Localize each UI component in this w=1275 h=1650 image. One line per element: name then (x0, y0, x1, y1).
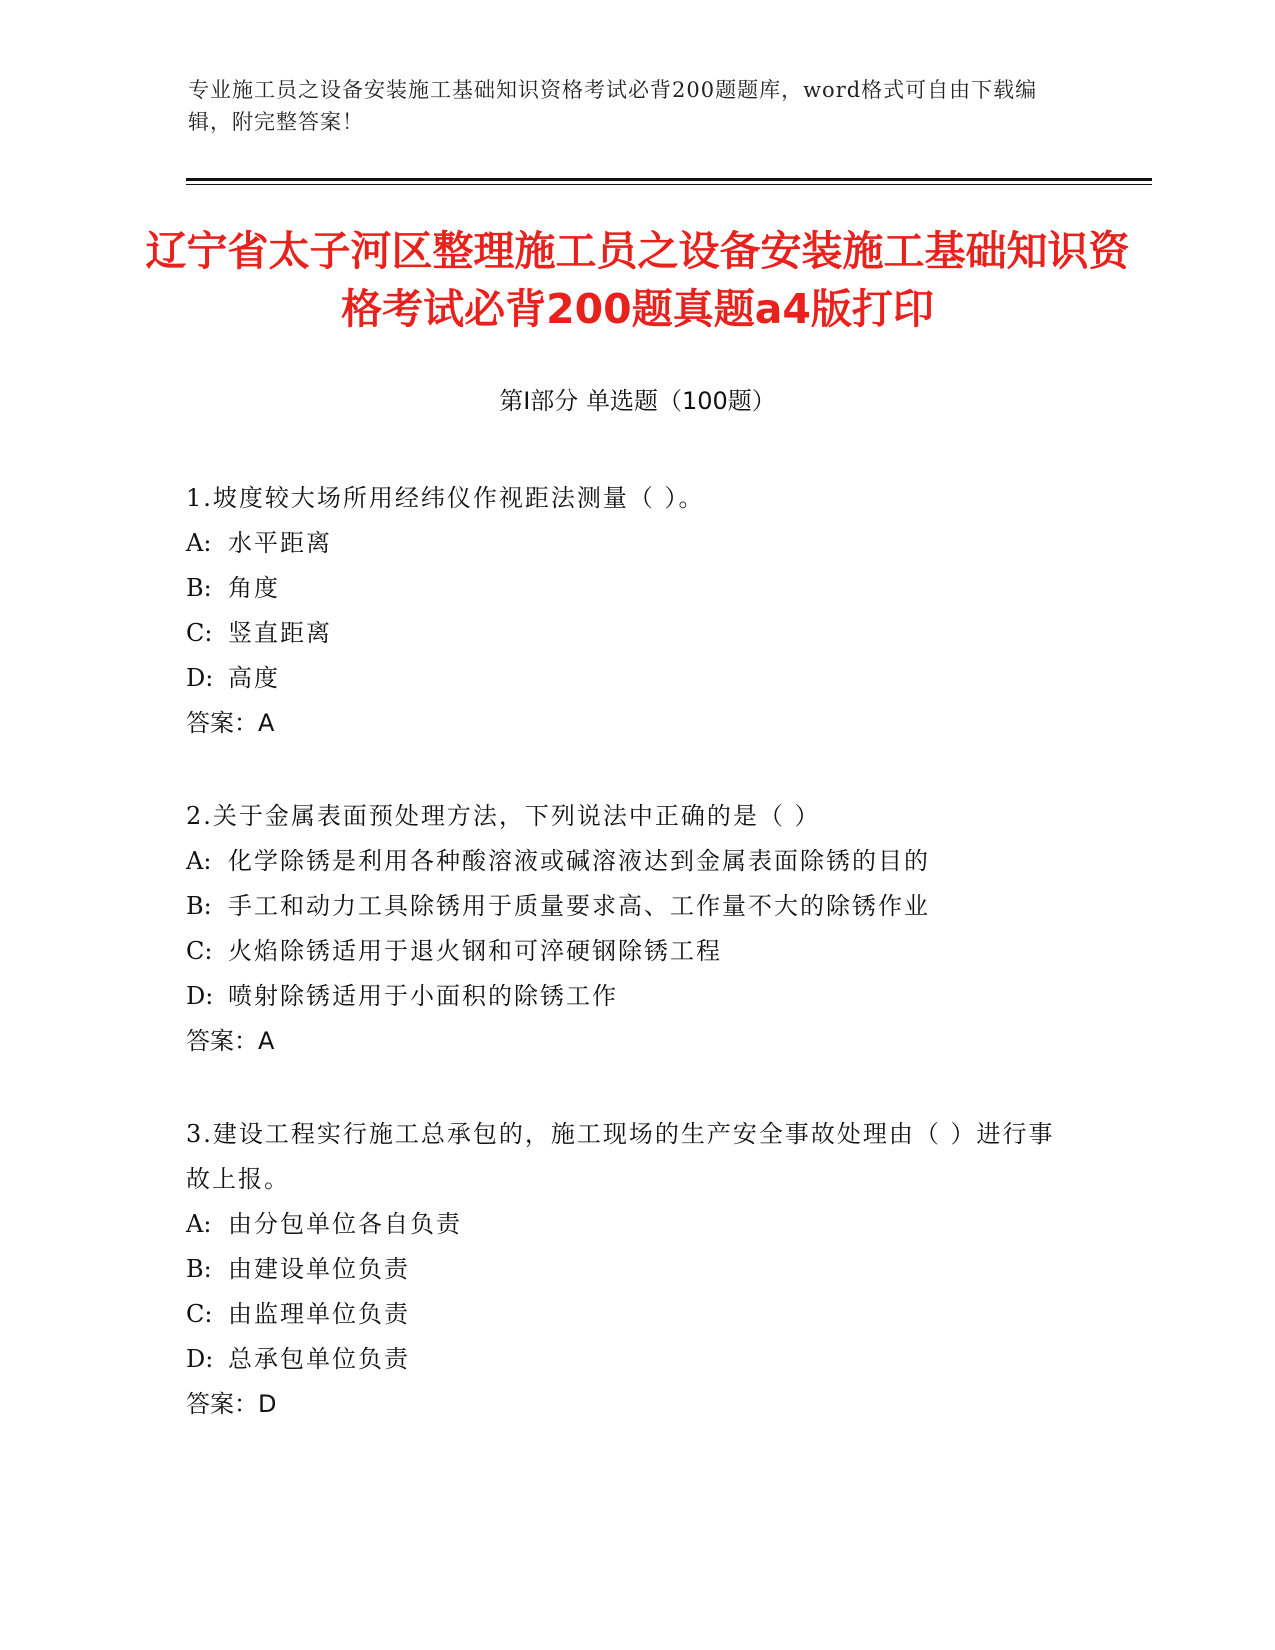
option-letter: A: (186, 847, 212, 875)
option-letter: C: (186, 619, 213, 647)
question-list (186, 476, 1066, 1475)
option-letter: B: (186, 892, 212, 920)
option-c (186, 611, 1066, 656)
option-b (186, 1247, 1066, 1292)
option-text: 由分包单位各自负责 (228, 1210, 462, 1238)
option-letter: B: (186, 1255, 212, 1283)
header-note: 专业施工员之设备安装施工基础知识资格考试必背200题题库，word格式可自由下载编辑，附完整答案！ (188, 78, 1038, 134)
question-stem: 2.关于金属表面预处理方法，下列说法中正确的是（ ） (186, 802, 821, 830)
option-text: 喷射除锈适用于小面积的除锈工作 (228, 982, 618, 1010)
option-text: 化学除锈是利用各种酸溶液或碱溶液达到金属表面除锈的目的 (228, 847, 930, 875)
option-d (186, 1337, 1066, 1382)
option-text: 火焰除锈适用于退火钢和可淬硬钢除锈工程 (228, 937, 722, 965)
option-c (186, 929, 1066, 974)
option-letter: D: (186, 982, 214, 1010)
question-3 (186, 1112, 1066, 1427)
answer-prefix: 答案： (186, 1027, 258, 1055)
section-heading: 第I部分 单选题（100题） (499, 387, 776, 415)
option-text: 手工和动力工具除锈用于质量要求高、工作量不大的除锈作业 (228, 892, 930, 920)
option-text: 角度 (228, 574, 280, 602)
question-stem: 1.坡度较大场所用经纬仪作视距法测量（ ）。 (186, 484, 705, 512)
answer-line (186, 1019, 1066, 1064)
option-letter: A: (186, 529, 212, 557)
answer-prefix: 答案： (186, 1390, 258, 1418)
option-letter: D: (186, 664, 214, 692)
document-title: 辽宁省太子河区整理施工员之设备安装施工基础知识资格考试必背200题真题a4版打印 (145, 227, 1130, 333)
question-1 (186, 476, 1066, 746)
option-b (186, 884, 1066, 929)
option-d (186, 974, 1066, 1019)
option-text: 竖直距离 (228, 619, 332, 647)
header-divider-thick (186, 178, 1152, 181)
answer-line (186, 701, 1066, 746)
option-a (186, 839, 1066, 884)
question-2 (186, 794, 1066, 1064)
option-text: 总承包单位负责 (228, 1345, 410, 1373)
option-b (186, 566, 1066, 611)
answer-value: A (258, 709, 275, 737)
option-letter: A: (186, 1210, 212, 1238)
answer-prefix: 答案： (186, 709, 258, 737)
header-divider-thin (186, 184, 1152, 185)
answer-line (186, 1382, 1066, 1427)
question-stem: 3.建设工程实行施工总承包的，施工现场的生产安全事故处理由（ ）进行事故上报。 (186, 1120, 1055, 1193)
option-a (186, 521, 1066, 566)
option-letter: C: (186, 1300, 213, 1328)
option-a (186, 1202, 1066, 1247)
answer-value: A (258, 1027, 275, 1055)
answer-value: D (258, 1390, 277, 1418)
option-letter: B: (186, 574, 212, 602)
option-letter: D: (186, 1345, 214, 1373)
option-text: 由监理单位负责 (228, 1300, 410, 1328)
option-c (186, 1292, 1066, 1337)
option-text: 由建设单位负责 (228, 1255, 410, 1283)
option-text: 水平距离 (228, 529, 332, 557)
option-letter: C: (186, 937, 213, 965)
option-d (186, 656, 1066, 701)
option-text: 高度 (228, 664, 280, 692)
